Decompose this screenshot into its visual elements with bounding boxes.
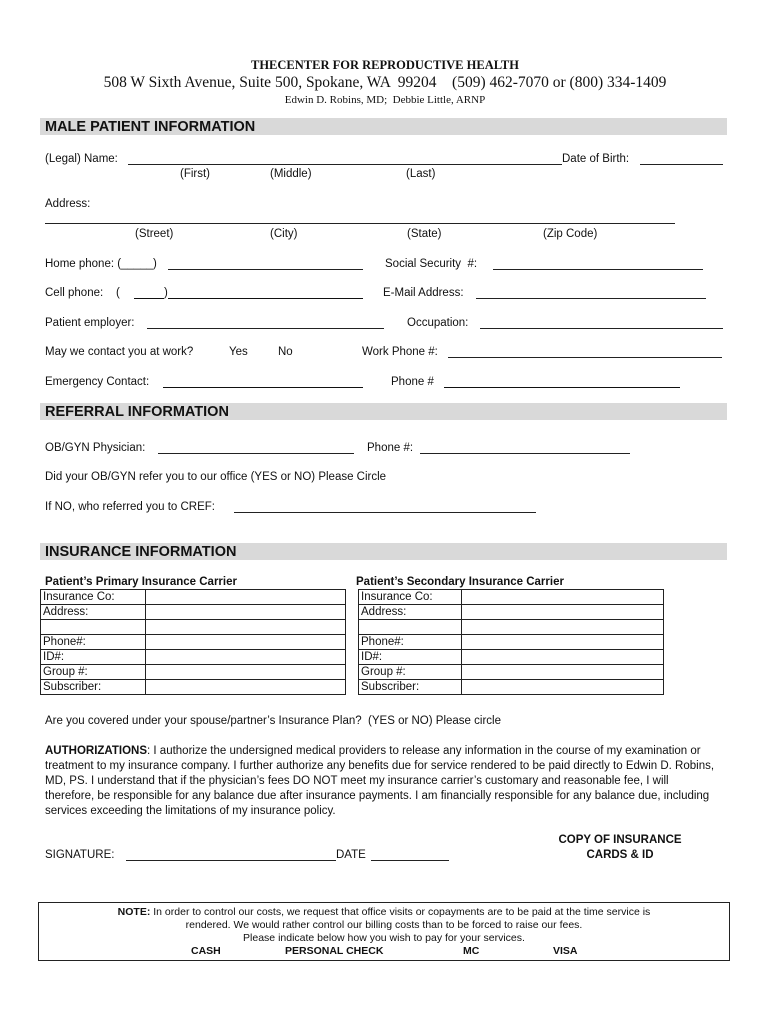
note-label: NOTE: [117, 906, 151, 918]
row-value[interactable] [146, 605, 346, 620]
row-value[interactable] [146, 620, 346, 635]
obgyn-field[interactable] [158, 453, 354, 454]
insurance-section-bar [40, 543, 727, 560]
row-value[interactable] [146, 650, 346, 665]
insurance-section-heading: INSURANCE INFORMATION [45, 544, 237, 560]
row-label: Group #: [359, 665, 462, 680]
table-row [359, 650, 664, 665]
cell-area-field[interactable] [134, 298, 164, 299]
first-caption: (First) [180, 168, 211, 180]
note-line1-text: In order to control our costs, we request that office visits or copayments are to be paid at the time service is [150, 906, 651, 918]
date-field[interactable] [371, 860, 449, 861]
row-value[interactable] [462, 620, 664, 635]
referral-section-bar [40, 403, 727, 420]
secondary-insurance-table [358, 589, 664, 695]
zip-caption: (Zip Code) [543, 228, 598, 240]
if-no-label: If NO, who referred you to CREF: [45, 501, 216, 513]
row-label: Address: [359, 605, 462, 620]
employer-field[interactable] [147, 328, 384, 329]
signature-field[interactable] [126, 860, 336, 861]
middle-caption: (Middle) [270, 168, 312, 180]
street-caption: (Street) [135, 228, 174, 240]
address-field[interactable] [45, 223, 675, 224]
obgyn-label: OB/GYN Physician: [45, 442, 146, 454]
table-row [359, 635, 664, 650]
table-row [359, 605, 664, 620]
home-phone-field[interactable] [168, 269, 363, 270]
authorization-paragraph [45, 744, 715, 819]
table-row [41, 620, 346, 635]
state-caption: (State) [407, 228, 442, 240]
row-label: Phone#: [41, 635, 146, 650]
table-row [41, 650, 346, 665]
row-label [41, 620, 146, 635]
payment-check[interactable]: PERSONAL CHECK [285, 945, 384, 957]
table-row [41, 635, 346, 650]
authorization-text: : I authorize the undersigned medical providers to release any information in the course of my examination or treatment to my insurance company. I further authorize any benefits due for service rendered to be paid directly to Edwin D. Robins, MD, PS. I understand that if the physician’s fees DO NOT meet my insurance carrier’s customary and reasonable fee, I will therefore, be responsible for any balance due after insurance payments. I am financially responsible for any balance due, including services exceeding the limitations of my insurance policy. [45, 745, 715, 817]
row-label: Phone#: [359, 635, 462, 650]
did-refer-question: Did your OB/GYN refer you to our office (YES or NO) Please Circle [45, 471, 387, 483]
last-caption: (Last) [406, 168, 436, 180]
primary-title: Patient’s Primary Insurance Carrier [45, 576, 237, 588]
table-row [41, 665, 346, 680]
date-label: DATE [336, 849, 366, 861]
cell-phone-label: Cell phone: ( [45, 287, 120, 299]
male-section-heading: MALE PATIENT INFORMATION [45, 119, 256, 135]
emergency-field[interactable] [163, 387, 363, 388]
table-row [359, 665, 664, 680]
city-caption: (City) [270, 228, 298, 240]
payment-cash[interactable]: CASH [191, 945, 221, 957]
clinic-providers: Edwin D. Robins, MD; Debbie Little, ARNP [284, 94, 486, 106]
payment-visa[interactable]: VISA [553, 945, 578, 957]
row-label: Subscriber: [41, 680, 146, 695]
row-value[interactable] [462, 650, 664, 665]
secondary-title: Patient’s Secondary Insurance Carrier [356, 576, 564, 588]
row-label: Insurance Co: [41, 590, 146, 605]
employer-label: Patient employer: [45, 317, 135, 329]
ssn-field[interactable] [493, 269, 703, 270]
row-label: ID#: [41, 650, 146, 665]
row-label: Group #: [41, 665, 146, 680]
obgyn-phone-field[interactable] [420, 453, 630, 454]
clinic-address: 508 W Sixth Avenue, Suite 500, Spokane, WA 99204 (509) 462-7070 or (800) 334-1409 [103, 74, 667, 91]
contact-work-label: May we contact you at work? [45, 346, 194, 358]
primary-insurance-table [40, 589, 346, 695]
table-row [41, 590, 346, 605]
name-label: (Legal) Name: [45, 153, 118, 165]
signature-label: SIGNATURE: [45, 849, 115, 861]
row-value[interactable] [462, 590, 664, 605]
contact-yes[interactable]: Yes [229, 346, 248, 358]
note-line3: Please indicate below how you wish to pay for your services. [243, 932, 525, 944]
home-phone-label: Home phone: (_____) [45, 258, 157, 270]
referral-section-heading: REFERRAL INFORMATION [45, 404, 229, 420]
cell-paren: ) [164, 287, 168, 299]
name-field[interactable] [128, 164, 562, 165]
address-label: Address: [45, 198, 91, 210]
table-row [41, 680, 346, 695]
obgyn-phone-label: Phone #: [367, 442, 414, 454]
work-phone-label: Work Phone #: [362, 346, 438, 358]
payment-note-box [38, 902, 730, 961]
row-label: Address: [41, 605, 146, 620]
spouse-question: Are you covered under your spouse/partner’s Insurance Plan? (YES or NO) Please circle [45, 715, 501, 727]
work-phone-field[interactable] [448, 357, 722, 358]
clinic-title: THECENTER FOR REPRODUCTIVE HEALTH [251, 58, 519, 72]
dob-field[interactable] [640, 164, 723, 165]
table-row [359, 590, 664, 605]
row-value[interactable] [462, 665, 664, 680]
row-value[interactable] [462, 635, 664, 650]
row-value[interactable] [146, 590, 346, 605]
payment-mc[interactable]: MC [463, 945, 480, 957]
cell-phone-field[interactable] [168, 298, 363, 299]
email-field[interactable] [476, 298, 706, 299]
row-label: Insurance Co: [359, 590, 462, 605]
if-no-field[interactable] [234, 512, 536, 513]
email-label: E-Mail Address: [383, 287, 464, 299]
note-line1 [39, 906, 729, 919]
copy-insurance-line2: CARDS & ID [586, 849, 654, 861]
row-label: Subscriber: [359, 680, 462, 695]
dob-label: Date of Birth: [562, 153, 630, 165]
table-row [359, 680, 664, 695]
copy-insurance-line1: COPY OF INSURANCE [558, 834, 682, 846]
ssn-label: Social Security #: [385, 258, 478, 270]
emergency-label: Emergency Contact: [45, 376, 150, 388]
emergency-phone-field[interactable] [444, 387, 680, 388]
authorization-label: AUTHORIZATIONS [45, 745, 148, 757]
payment-options [39, 945, 729, 958]
row-value[interactable] [146, 680, 346, 695]
row-value[interactable] [146, 665, 346, 680]
table-row [359, 620, 664, 635]
row-value[interactable] [146, 635, 346, 650]
row-value[interactable] [462, 680, 664, 695]
table-row [41, 605, 346, 620]
row-value[interactable] [462, 605, 664, 620]
emergency-phone-label: Phone # [391, 376, 434, 388]
contact-no[interactable]: No [278, 346, 293, 358]
row-label [359, 620, 462, 635]
row-label: ID#: [359, 650, 462, 665]
occupation-label: Occupation: [407, 317, 469, 329]
male-section-bar [40, 118, 727, 135]
note-line2: rendered. We would rather control our billing costs than to be forced to raise our fees. [185, 919, 583, 931]
occupation-field[interactable] [480, 328, 723, 329]
